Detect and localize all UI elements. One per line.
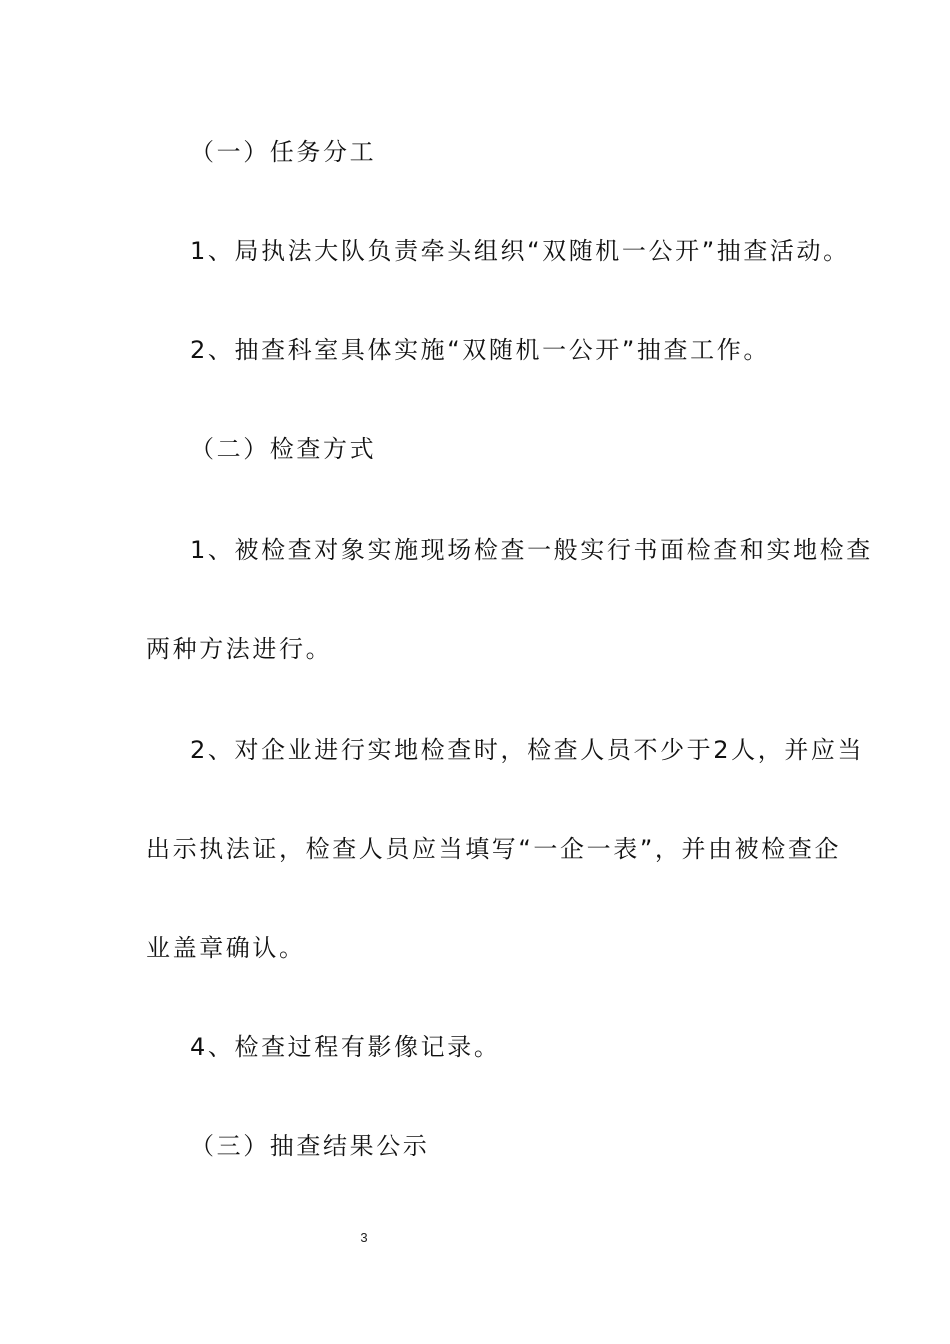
paragraph-line: 2、抽查科室具体实施“双随机一公开”抽查工作。: [190, 336, 770, 364]
section-heading-2: （二）检查方式: [190, 435, 377, 463]
paragraph-line: 业盖章确认。: [146, 934, 306, 962]
page-number: 3: [360, 1230, 368, 1245]
paragraph-line: 1、局执法大队负责牵头组织“双随机一公开”抽查活动。: [190, 237, 850, 265]
paragraph-line: 出示执法证，检查人员应当填写“一企一表”，并由被检查企: [146, 835, 842, 863]
section-heading-3: （三）抽查结果公示: [190, 1132, 430, 1160]
paragraph-line: 两种方法进行。: [146, 635, 333, 663]
paragraph-line: 4、检查过程有影像记录。: [190, 1033, 501, 1061]
paragraph-line: 1、被检查对象实施现场检查一般实行书面检查和实地检查: [190, 536, 873, 564]
section-heading-1: （一）任务分工: [190, 138, 377, 166]
paragraph-line: 2、对企业进行实地检查时，检查人员不少于2人，并应当: [190, 736, 865, 764]
